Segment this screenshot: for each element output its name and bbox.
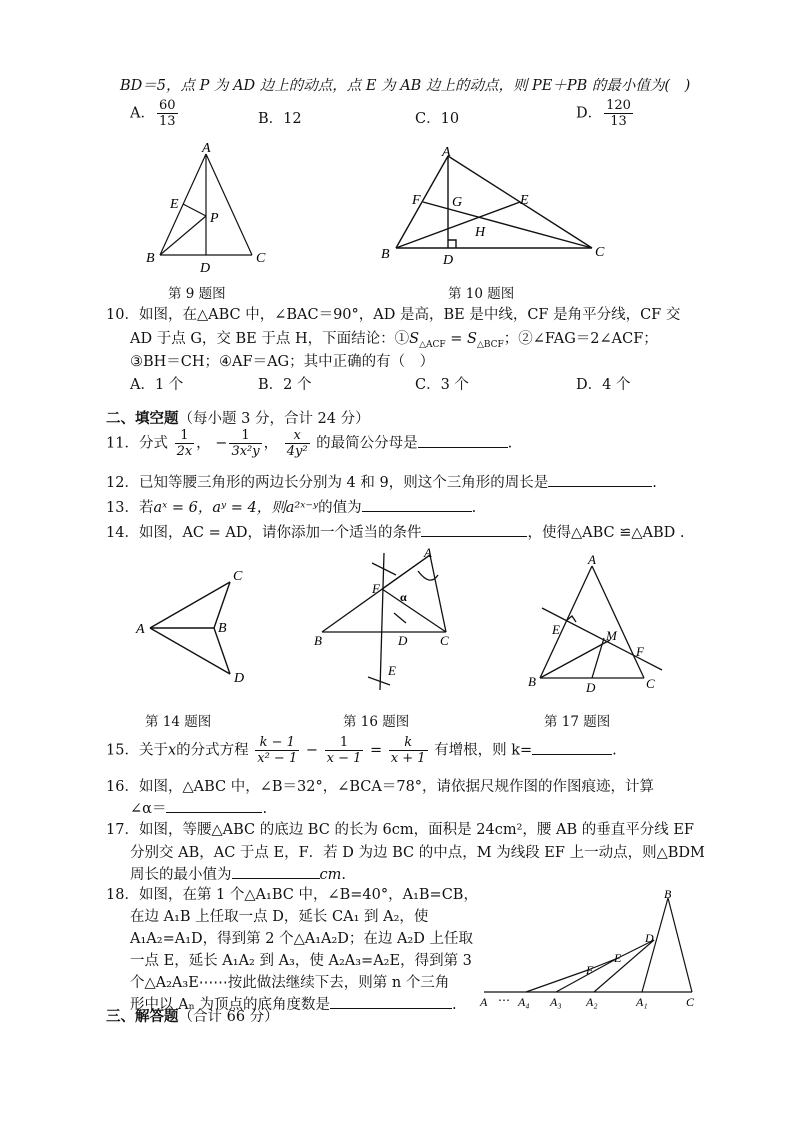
f10-label-d: D (443, 253, 454, 268)
f17-label-a: A (588, 552, 596, 567)
f14-label-b: B (218, 621, 227, 636)
q13-blank[interactable] (362, 499, 472, 512)
caption-17: 第 17 题图 (544, 714, 611, 730)
f18-label-a3: A₃ (550, 995, 562, 1009)
f18-label-b: B (664, 887, 672, 901)
f16-label-d: D (398, 633, 408, 648)
f18-label-c: C (686, 995, 695, 1009)
f18-label-e: E (614, 951, 622, 965)
figure-10 (378, 144, 608, 268)
figure-17 (522, 552, 672, 698)
f17-label-b: B (528, 674, 536, 689)
f17-label-c: C (646, 676, 655, 691)
f18-label-a: A (480, 995, 488, 1009)
f16-label-c: C (440, 633, 449, 648)
q18-line1: 18．如图，在第 1 个△A₁BC 中，∠B=40°，A₁B=CB， (106, 887, 478, 903)
q18-line5: 个△A₂A₃E⋯⋯按此做法继续下去，则第 n 个三角 (130, 975, 450, 991)
q11: 11．分式 $\frac{1}{2x}$ ， − $\frac{1}{\text{3x²y}}$ ， $\frac{x}{\text{4y²}}$ 的最简公分母是 . (106, 428, 513, 459)
f16-label-alpha: α (400, 590, 407, 604)
q10-line1: 10．如图，在△ABC 中，∠BAC＝90°，AD 是高，BE 是中线，CF 是角平分线，CF 交 (106, 307, 681, 323)
q16-blank[interactable] (166, 800, 262, 813)
f18-label-f: F (586, 963, 594, 977)
f18-label-a4: A₄ (518, 995, 530, 1009)
q16-line1: 16．如图，△ABC 中，∠B＝32°，∠BCA＝78°，请依据尺规作图的作图痕迹，计算 (106, 779, 655, 795)
figure-18 (478, 886, 700, 1010)
f16-label-b: B (314, 633, 322, 648)
f10-label-e: E (520, 193, 529, 208)
q15-blank[interactable] (532, 742, 612, 755)
f9-label-a: A (202, 141, 211, 156)
f10-label-a: A (442, 145, 451, 160)
q10-option-b: B．2 个 (258, 377, 312, 393)
figure-14 (130, 560, 260, 690)
f14-label-a: A (136, 622, 145, 637)
f10-label-h: H (475, 225, 486, 240)
q18-blank[interactable] (330, 996, 452, 1009)
f10-label-c: C (595, 245, 605, 260)
figure-9 (140, 140, 280, 280)
q18-line4: 一点 E，延长 A₁A₂ 到 A₃，使 A₂A₃=A₂E，得到第 3 (130, 953, 472, 969)
f18-label-a2: A₂ (586, 995, 598, 1009)
q9-option-a: A． $\frac{60}{13}$ (130, 98, 176, 129)
q13: 13．若aˣ = 6，aʸ = 4，则a²ˣ⁻ʸ的值为 . (106, 500, 477, 516)
f17-label-e: E (552, 622, 560, 637)
f17-label-f: F (636, 644, 644, 659)
q12-blank[interactable] (548, 474, 652, 487)
f17-label-m: M (606, 628, 617, 643)
q9-stem: BD＝5，点 P 为 AD 边上的动点，点 E 为 AB 边上的动点，则 PE＋PB 的最小值为( ) (120, 78, 691, 94)
f18-label-a1: A₁ (636, 995, 648, 1009)
q18-line2: 在边 A₁B 上任取一点 D，延长 CA₁ 到 A₂，使 (130, 909, 429, 925)
f17-label-d: D (586, 680, 596, 695)
q17-line3: 周长的最小值为 cm. (130, 867, 346, 883)
section-3-heading: 三、解答题（合计 66 分） (106, 1008, 279, 1025)
q10-option-c: C．3 个 (415, 377, 469, 393)
f10-label-g: G (452, 195, 463, 210)
figure-16 (310, 545, 470, 695)
f10-label-f: F (412, 193, 421, 208)
q18-line3: A₁A₂=A₁D，得到第 2 个△A₁A₂D；在边 A₂D 上任取 (130, 931, 474, 947)
q11-blank[interactable] (418, 435, 508, 448)
f16-label-f: F (372, 581, 380, 596)
f9-label-c: C (256, 251, 266, 266)
q17-line1: 17．如图，等腰△ABC 的底边 BC 的长为 6cm，面积是 24cm²，腰 AB 的垂直平分线 EF (106, 822, 694, 838)
f14-label-d: D (234, 671, 245, 686)
q17-blank[interactable] (232, 866, 320, 879)
f9-label-p: P (210, 211, 219, 226)
section-2-heading: 二、填空题（每小题 3 分，合计 24 分） (106, 410, 370, 427)
q14-blank[interactable] (421, 524, 527, 537)
f14-label-c: C (233, 569, 243, 584)
f10-label-b: B (381, 247, 390, 262)
f9-label-b: B (146, 251, 155, 266)
q17-line2: 分别交 AB，AC 于点 E，F．若 D 为边 BC 的中点，M 为线段 EF 上一动点，则△BDM (130, 845, 705, 861)
caption-10: 第 10 题图 (448, 286, 515, 302)
q9-option-d: D． $\frac{120}{13}$ (576, 98, 631, 129)
caption-9: 第 9 题图 (168, 286, 226, 302)
f18-label-dots: ⋯ (498, 993, 510, 1007)
q12: 12．已知等腰三角形的两边长分别为 4 和 9，则这个三角形的周长是 . (106, 475, 657, 491)
q14: 14．如图，AC = AD，请你添加一个适当的条件 ，使得△ABC ≌△ABD . (106, 525, 685, 541)
q9-option-b: B．12 (258, 111, 302, 127)
q10-line3: ③BH＝CH；④AF＝AG；其中正确的有（ ） (130, 354, 435, 370)
caption-14: 第 14 题图 (145, 714, 212, 730)
f9-label-d: D (200, 261, 211, 276)
q18-line6: 形中以 Aₙ 为顶点的底角度数是 . (130, 997, 457, 1013)
f9-label-e: E (170, 197, 179, 212)
q10-line2: AD 于点 G，交 BE 于点 H，下面结论：$①S_{\triangle ACF} = S_{\triangle BCF}$；②∠FAG＝2∠ACF； (130, 331, 658, 350)
q16-line2: ∠α＝ . (130, 801, 268, 817)
q10-option-a: A．1 个 (130, 377, 184, 393)
q15: 15．关于x的分式方程 $\frac{k - 1}{\text{x² − 1}}$ − $\frac{1}{x - 1}$ = $\frac{k}{x + 1}$ 有增根，则 k= . (106, 735, 617, 766)
q9-option-c: C．10 (415, 111, 460, 127)
f16-label-a: A (424, 545, 432, 560)
q10-option-d: D．4 个 (576, 377, 631, 393)
f16-label-e: E (388, 663, 396, 678)
f18-label-d: D (645, 931, 654, 945)
caption-16: 第 16 题图 (343, 714, 410, 730)
